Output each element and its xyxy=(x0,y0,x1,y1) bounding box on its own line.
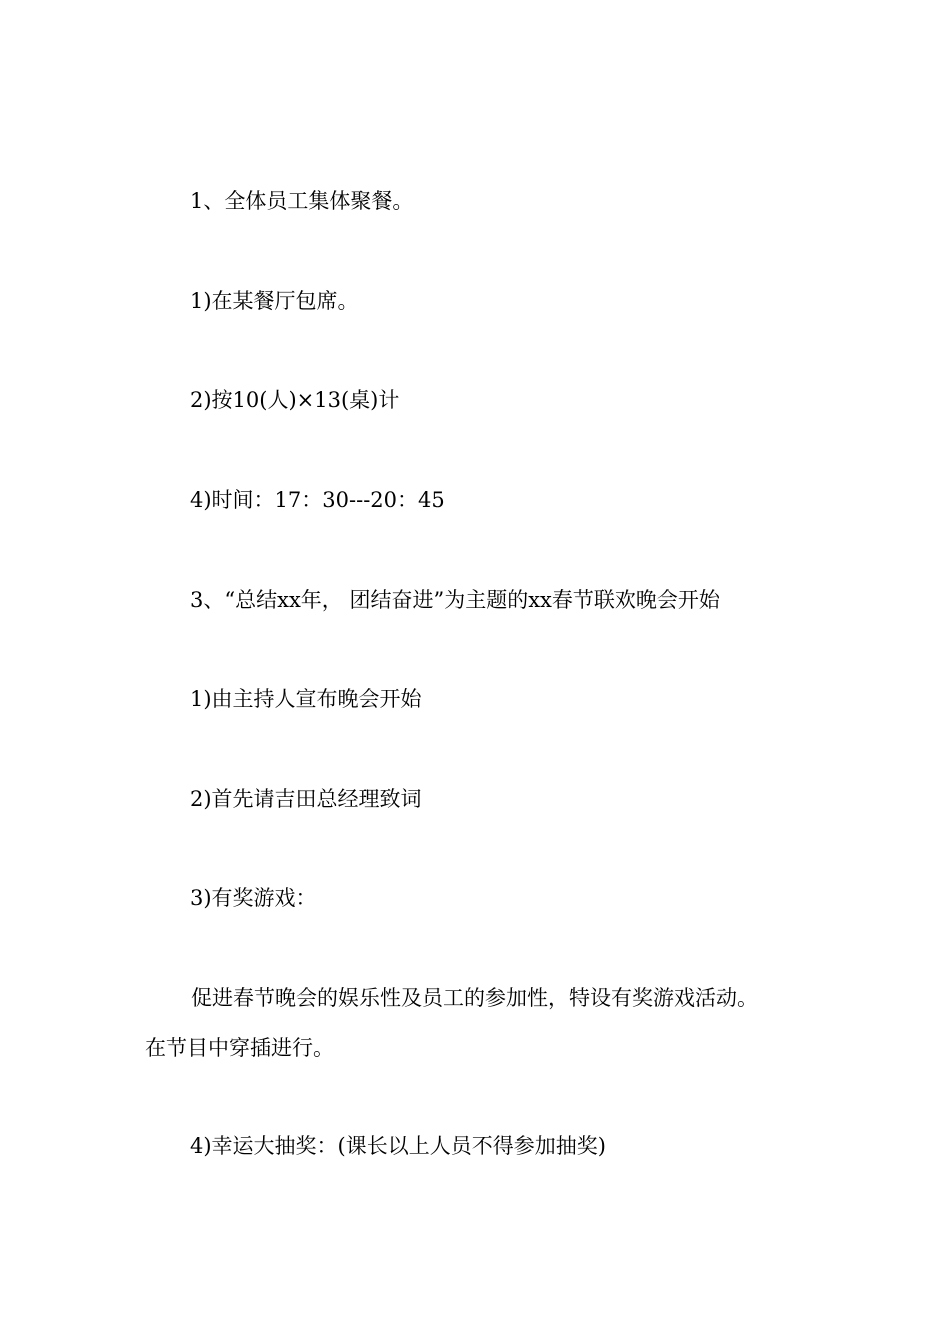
item-1-2-tables: 2)按10(人)×13(桌)计 xyxy=(190,388,400,412)
item-3-4-lucky-draw: 4)幸运大抽奖：(课长以上人员不得参加抽奖) xyxy=(190,1134,606,1158)
item-3-2-speech: 2)首先请吉田总经理致词 xyxy=(190,787,422,811)
paragraph-line-2: 在节目中穿插进行。 xyxy=(145,1036,334,1060)
item-3-3-games: 3)有奖游戏： xyxy=(190,886,317,910)
item-1-group-dinner: 1、全体员工集体聚餐。 xyxy=(190,189,414,213)
item-3-gala-theme: 3、“总结xx年， 团结奋进”为主题的xx春节联欢晚会开始 xyxy=(190,588,720,612)
paragraph-line-1: 促进春节晚会的娱乐性及员工的参加性，特设有奖游戏活动。 xyxy=(191,986,758,1010)
item-3-1-host: 1)由主持人宣布晚会开始 xyxy=(190,687,422,711)
item-1-1-restaurant: 1)在某餐厅包席。 xyxy=(190,289,359,313)
games-description-paragraph xyxy=(145,973,815,1073)
item-1-4-time: 4)时间：17：30---20：45 xyxy=(190,488,445,512)
